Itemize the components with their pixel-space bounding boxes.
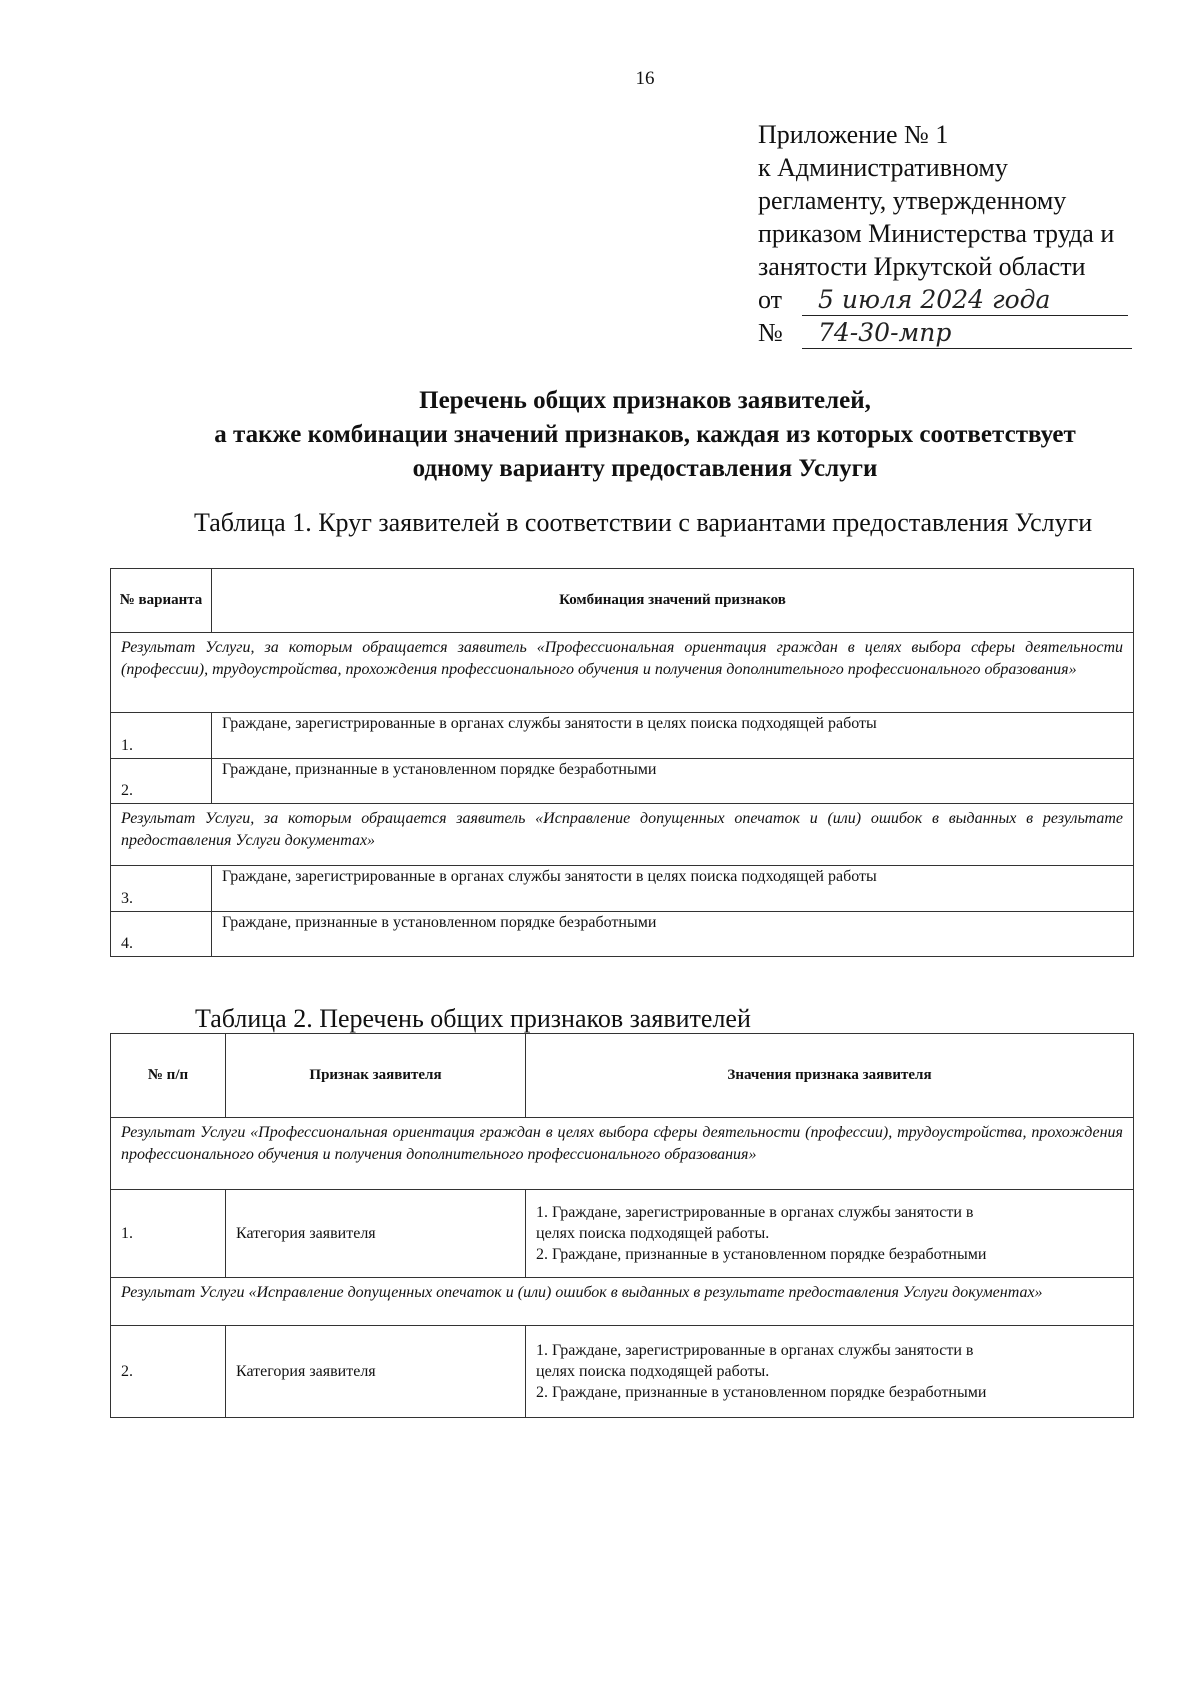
combination-text: Граждане, зарегистрированные в органах службы занятости в целях поиска подходящей работы bbox=[212, 866, 1134, 912]
table-row bbox=[111, 1326, 1134, 1418]
value-line: целях поиска подходящей работы. bbox=[536, 1363, 770, 1380]
combination-text: Граждане, признанные в установленном порядке безработными bbox=[212, 759, 1134, 804]
value-line: целях поиска подходящей работы. bbox=[536, 1225, 770, 1242]
date-line bbox=[758, 283, 1158, 316]
attribute-text: Категория заявителя bbox=[226, 1190, 526, 1278]
value-line: 1. Граждане, зарегистрированные в органах службы занятости в bbox=[536, 1204, 974, 1221]
page-number: 16 bbox=[635, 68, 655, 89]
appendix-line: регламенту, утвержденному bbox=[758, 186, 1067, 215]
table2 bbox=[110, 1033, 1134, 1418]
header-variant-no: № варианта bbox=[111, 569, 212, 633]
group-result-text: Результат Услуги «Профессиональная ориентация граждан в целях выбора сферы деятельности (профессии), трудоустройства, прохождения профессионального обучения и получения дополнительного профессионального образования» bbox=[111, 1118, 1134, 1190]
date-prefix: от bbox=[758, 285, 783, 314]
handwritten-date: 5 июля 2024 года bbox=[802, 283, 1128, 316]
table2-caption: Таблица 2. Перечень общих признаков заявителей bbox=[195, 1004, 751, 1033]
group-result-text: Результат Услуги, за которым обращается заявитель «Профессиональная ориентация граждан в целях выбора сферы деятельности (профессии), трудоустройства, прохождения профессионального обучения и получения дополнительного профессионального образования» bbox=[111, 633, 1134, 713]
appendix-line: приказом Министерства труда и bbox=[758, 219, 1115, 248]
combination-text: Граждане, зарегистрированные в органах службы занятости в целях поиска подходящей работы bbox=[212, 713, 1134, 759]
table-row bbox=[111, 866, 1134, 912]
table1-caption: Таблица 1. Круг заявителей в соответствии с вариантами предоставления Услуги bbox=[194, 508, 1093, 537]
values-cell bbox=[526, 1190, 1134, 1278]
appendix-line: занятости Иркутской области bbox=[758, 252, 1086, 281]
variant-number: 1. bbox=[111, 713, 212, 759]
header-combination: Комбинация значений признаков bbox=[212, 569, 1134, 633]
table-row bbox=[111, 1190, 1134, 1278]
header-values: Значения признака заявителя bbox=[526, 1034, 1134, 1118]
combination-text: Граждане, признанные в установленном порядке безработными bbox=[212, 912, 1134, 957]
appendix-block bbox=[758, 118, 1158, 349]
table-row bbox=[111, 759, 1134, 804]
group-row bbox=[111, 1118, 1134, 1190]
group-row bbox=[111, 1278, 1134, 1326]
group-row bbox=[111, 804, 1134, 866]
group-row bbox=[111, 633, 1134, 713]
group-result-text: Результат Услуги «Исправление допущенных опечаток и (или) ошибок в выданных в результате предоставления Услуги документах» bbox=[111, 1278, 1134, 1326]
row-number: 2. bbox=[111, 1326, 226, 1418]
title-line: одному варианту предоставления Услуги bbox=[412, 455, 878, 482]
handwritten-number: 74-30-мпр bbox=[802, 316, 1132, 349]
value-line: 2. Граждане, признанные в установленном порядке безработными bbox=[536, 1246, 987, 1263]
table-row bbox=[111, 713, 1134, 759]
row-number: 1. bbox=[111, 1190, 226, 1278]
variant-number: 2. bbox=[111, 759, 212, 804]
values-cell bbox=[526, 1326, 1134, 1418]
variant-number: 4. bbox=[111, 912, 212, 957]
document-title bbox=[100, 384, 1190, 486]
table1 bbox=[110, 568, 1134, 957]
title-line: а также комбинации значений признаков, каждая из которых соответствует bbox=[214, 421, 1076, 448]
value-line: 2. Граждане, признанные в установленном порядке безработными bbox=[536, 1384, 987, 1401]
appendix-line: к Административному bbox=[758, 153, 1008, 182]
title-line: Перечень общих признаков заявителей, bbox=[419, 387, 871, 414]
value-line: 1. Граждане, зарегистрированные в органах службы занятости в bbox=[536, 1342, 974, 1359]
group-result-text: Результат Услуги, за которым обращается заявитель «Исправление допущенных опечаток и (или) ошибок в выданных в результате предоставления Услуги документах» bbox=[111, 804, 1134, 866]
variant-number: 3. bbox=[111, 866, 212, 912]
table-header-row bbox=[111, 569, 1134, 633]
header-no: № п/п bbox=[111, 1034, 226, 1118]
appendix-line: Приложение № 1 bbox=[758, 120, 949, 149]
number-line bbox=[758, 316, 1158, 349]
table-row bbox=[111, 912, 1134, 957]
table-header-row bbox=[111, 1034, 1134, 1118]
header-attribute: Признак заявителя bbox=[226, 1034, 526, 1118]
attribute-text: Категория заявителя bbox=[226, 1326, 526, 1418]
number-prefix: № bbox=[758, 318, 783, 347]
